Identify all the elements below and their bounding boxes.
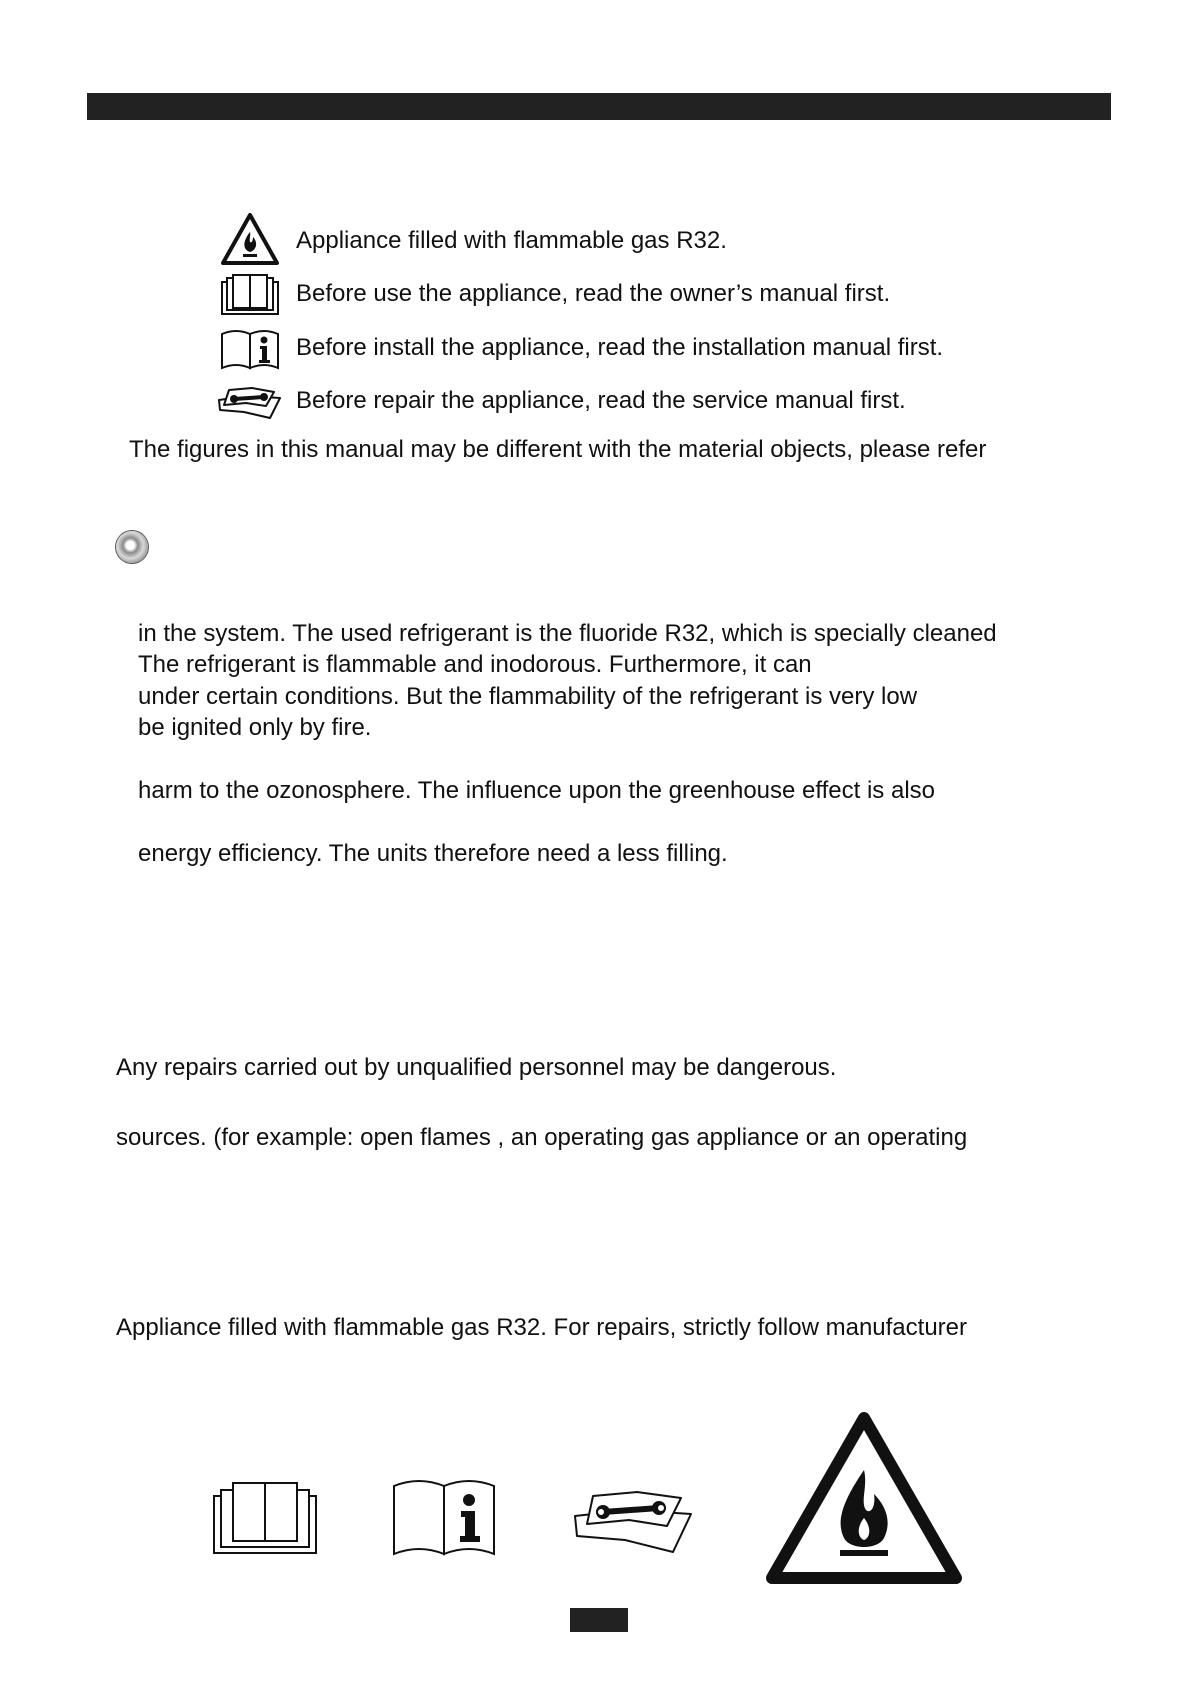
flammable-warning-icon [220,212,280,266]
manufacturer-instructions-line: Appliance filled with flammable gas R32. For repairs, strictly follow manufacturer [116,1314,968,1341]
ozone-line: harm to the ozonosphere. The influence upon the greenhouse effect is also [138,777,935,804]
symbol-text-flammable: Appliance filled with flammable gas R32. [296,227,727,254]
refrigerant-line: under certain conditions. But the flammability of the refrigerant is very low [138,683,918,710]
refrigerant-line: be ignited only by fire. [138,714,372,741]
repairs-warning-line: Any repairs carried out by unqualified personnel may be dangerous. [116,1054,837,1081]
installation-manual-icon [391,1476,497,1558]
flammable-warning-icon [764,1410,964,1590]
installation-manual-icon [219,328,281,370]
figures-note: The figures in this manual may be different with the material objects, please refer [129,436,987,463]
refrigerant-line: The refrigerant is flammable and inodorous. Furthermore, it can [138,651,812,678]
refrigerant-line: in the system. The used refrigerant is the fluoride R32, which is specially cleaned [138,620,997,647]
section-bullet-icon [116,531,148,563]
owners-manual-icon [219,274,281,316]
header-bar [87,93,1111,120]
service-manual-icon [571,1484,695,1556]
page-number-tab [570,1608,628,1632]
ignition-sources-line: sources. (for example: open flames , an operating gas appliance or an operating [116,1124,968,1151]
owners-manual-icon [211,1480,319,1556]
service-manual-icon [214,384,284,420]
symbol-text-owners-manual: Before use the appliance, read the owner’s manual first. [296,280,891,307]
symbol-text-service-manual: Before repair the appliance, read the service manual first. [296,387,906,414]
symbol-text-installation-manual: Before install the appliance, read the installation manual first. [296,334,944,361]
efficiency-line: energy efficiency. The units therefore need a less filling. [138,840,728,867]
